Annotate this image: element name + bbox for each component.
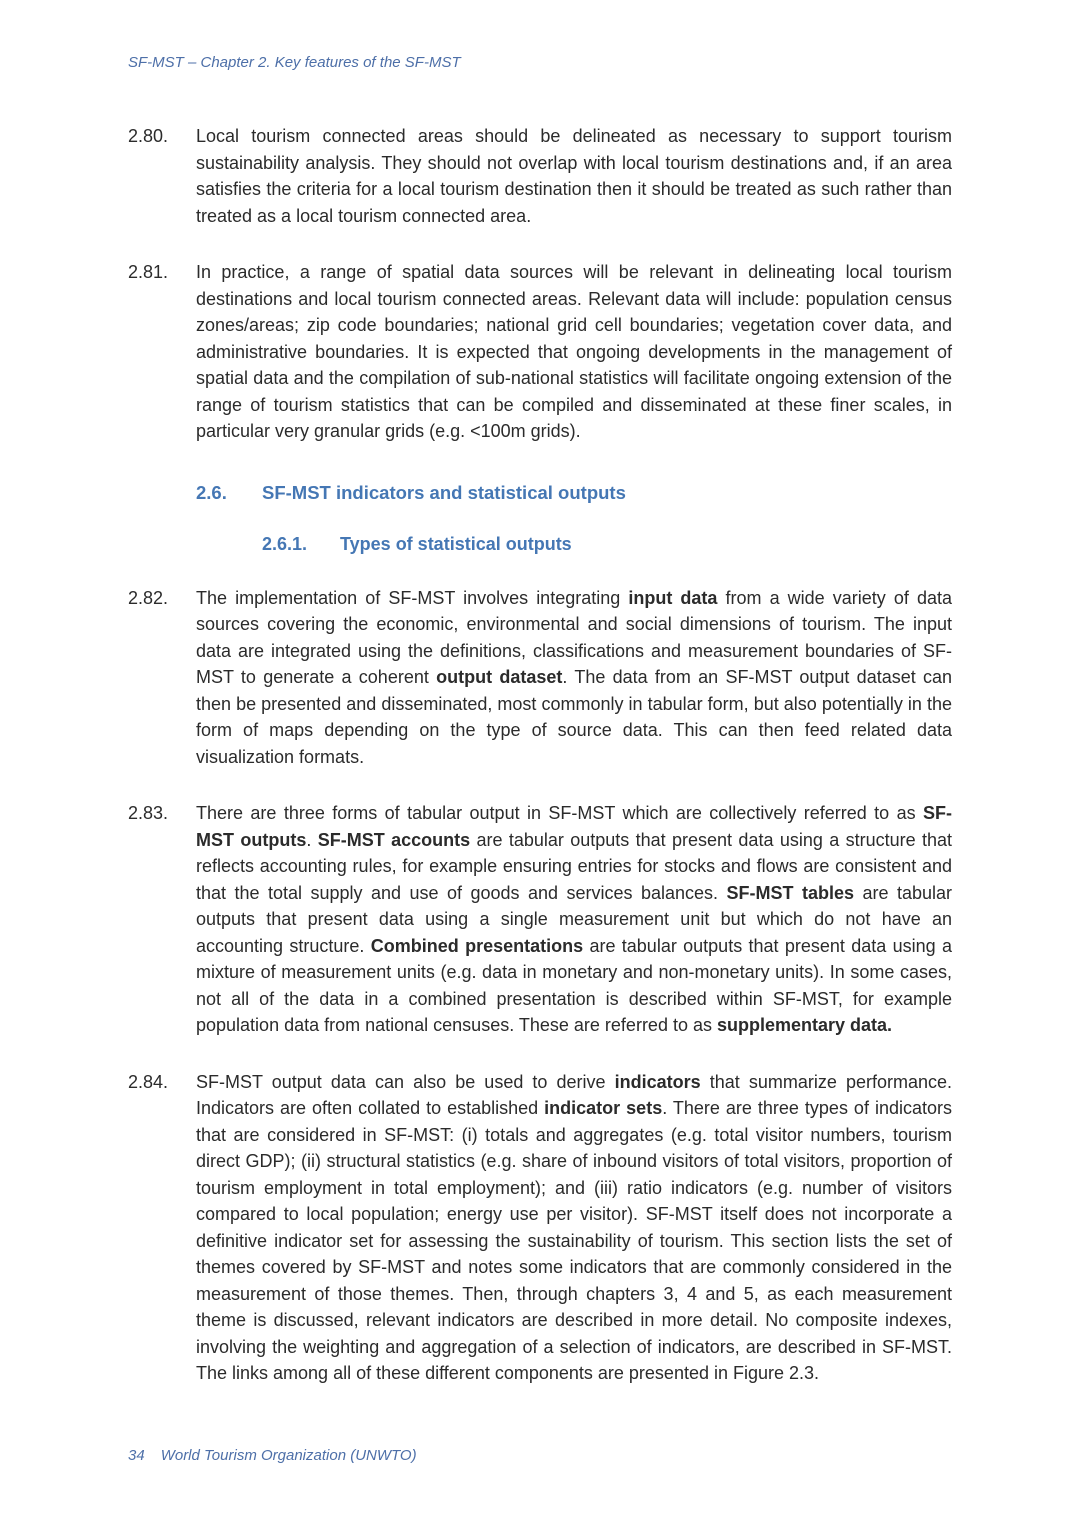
paragraph-2.84 xyxy=(128,1069,952,1387)
paragraph-2.83 xyxy=(128,800,952,1039)
paragraph-number: 2.83. xyxy=(128,803,169,823)
page-footer xyxy=(128,1447,417,1464)
paragraph-number: 2.80. xyxy=(128,126,169,146)
section-heading-2.6.1 xyxy=(262,531,952,558)
paragraph-text: There are three forms of tabular output in SF-MST which are collectively referred to as SF-MST outputs. SF-MST accounts are tabular outputs that present data using a structure that reflects accounting rules, for example ensuring entries for stocks and flows are consistent and that the total supply and use of goods and services balances. SF-MST tables are tabular outputs that present data using a single measurement unit but which do not have an accounting structure. Combined presentations are tabular outputs that present data using a mixture of measurement units (e.g. data in monetary and non-monetary units). In some cases, not all of the data in a combined presentation is described within SF-MST, for example population data from national censuses. These are referred to as supplementary data. xyxy=(196,803,953,1035)
heading-text: Types of statistical outputs xyxy=(340,533,572,554)
section-heading-2.6 xyxy=(196,479,952,506)
paragraph-number: 2.82. xyxy=(128,587,169,608)
running-header: SF-MST – Chapter 2. Key features of the SF-MST xyxy=(128,54,461,71)
paragraph-text: Local tourism connected areas should be delineated as necessary to support tourism sustainability analysis. They should not overlap with local tourism destinations and, if an area satisfies the criteria for a local tourism destination then it should be treated as such rather than treated as a local tourism connected area. xyxy=(196,126,952,226)
paragraph-text: SF-MST output data can also be used to derive indicators that summarize performance. Indicators are often collated to established indicator sets. There are three types of indicators that are considered in SF-MST: (i) totals and aggregates (e.g. total visitor numbers, tourism direct GDP); (ii) structural statistics (e.g. share of inbound visitors of total visitors, proportion of tourism employment in total employment); and (iii) ratio indicators (e.g. number of visitors compared to local population; energy use per visitor). SF-MST itself does not incorporate a definitive indicator set for assessing the sustainability of tourism. This section lists the set of themes covered by SF-MST and notes some indicators that are commonly considered in the measurement of those themes. Then, through chapters 3, 4 and 5, as each measurement theme is discussed, relevant indicators are described in more detail. No composite indexes, involving the weighting and aggregation of a selection of indicators, are described in SF-MST. The links among all of these different components are presented in Figure 2.3. xyxy=(196,1071,952,1383)
heading-number: 2.6.1. xyxy=(262,533,308,554)
paragraph-2.81 xyxy=(128,259,952,445)
paragraph-2.82 xyxy=(128,585,952,771)
document-content xyxy=(128,123,952,1387)
heading-number: 2.6. xyxy=(196,481,227,503)
paragraph-number: 2.84. xyxy=(128,1071,169,1092)
page-number: 34 xyxy=(128,1447,145,1464)
paragraph-2.80 xyxy=(128,123,952,229)
paragraph-text: In practice, a range of spatial data sources will be relevant in delineating local tourism destinations and local tourism connected areas. Relevant data will include: population census zones/areas; zip code boundaries; national grid cell boundaries; vegetation cover data, and administrative boundaries. It is expected that ongoing developments in the management of spatial data and the compilation of sub-national statistics will facilitate ongoing extension of the range of tourism statistics that can be compiled and disseminated at these finer scales, in particular very granular grids (e.g. <100m grids). xyxy=(196,262,952,441)
footer-text: World Tourism Organization (UNWTO) xyxy=(160,1447,417,1464)
paragraph-text: The implementation of SF-MST involves integrating input data from a wide variety of data sources covering the economic, environmental and social dimensions of tourism. The input data are integrated using the definitions, classifications and measurement boundaries of SF-MST to generate a coherent output dataset. The data from an SF-MST output dataset can then be presented and disseminated, most commonly in tabular form, but also potentially in the form of maps depending on the type of source data. This can then feed related data visualization formats. xyxy=(196,587,953,767)
heading-text: SF-MST indicators and statistical outputs xyxy=(262,481,626,503)
paragraph-number: 2.81. xyxy=(128,262,169,282)
